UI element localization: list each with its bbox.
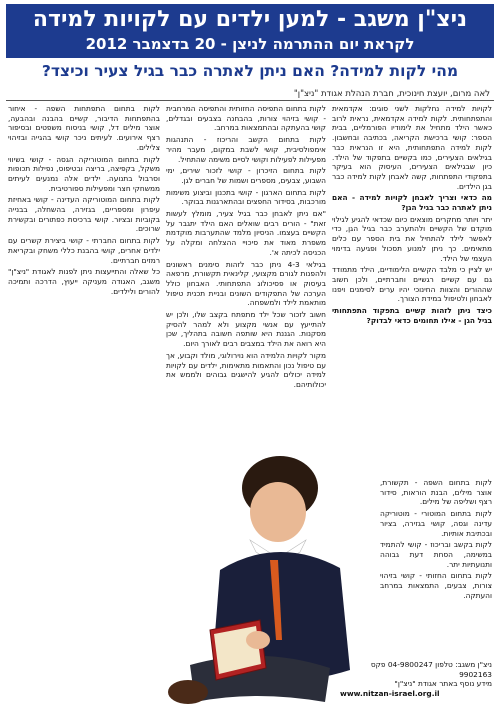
paragraph: לקות בתחום השפה - תקשורת, אוצר מילים, הבנת הוראות, סידור רצף ושליפה של מילים.: [380, 478, 492, 507]
paragraph: לקות בקשב ובריכוז - קושי להתמיד במשימה, הסחת דעת גבוהה ותנועתיות יתר.: [380, 540, 492, 569]
paragraph: לקות בתחום המוטורי - מוטוריקה עדינה וגסה, קושי בגזירה, בציור ובכתיבת אותיות.: [380, 509, 492, 538]
child-reading-photo: [150, 440, 380, 710]
article-byline: לאה מרום, יועצת חינוכית, חברת הנהלת אגודת "ניצ"ן": [293, 89, 490, 99]
child-shoe: [168, 680, 208, 704]
paragraph-heading: מה כדאי וצריך לאבחן לקויות למידה - האם ניתן לאתרה כבר בגיל הגן?: [332, 193, 492, 213]
paragraph: לקות בתחום התפיסה החזותית והתפיסה המרחבית - קושי בזיהוי צורות, בהבחנה בצבעים ובגדלים, קושי בהעתקה ובהתמצאות במרחב.: [166, 104, 326, 133]
article-column-right: [332, 104, 492, 470]
newspaper-header-banner: [6, 4, 494, 58]
paragraph: "אם ניתן לאבחן כבר בגיל צעיר, מומלץ לעשות זאת" - הורים רבים שואלים האם הילד יתגבר על הקשיים בעצמו. הניסיון מלמד שהתערבות מוקדמת משפרת מאוד את סיכויי ההצלחה ומקלה על הכניסה לכיתה א'.: [166, 209, 326, 257]
header-divider: [6, 100, 494, 101]
child-hand: [246, 631, 270, 649]
paragraph: לקות בתחום הזיכרון - קושי לזכור שירים, ימי השבוע, צבעים, מספרים ושמות של חברים לגן.: [166, 166, 326, 185]
paragraph: יש לציין כי מלבד הקשיים הלימודיים, הילד מתמודד גם עם קשיים רגשיים וחברתיים, ולכן חשוב שההורים והצוות החינוכי יהיו ערים לסימנים ויפנו לאבחון ולטיפול במידת הצורך.: [332, 265, 492, 304]
paragraph: לקות בתחום המוטוריקה העדינה - קושי באחיזת עיפרון ומספריים, בגזירה, בהשחלה, בבנייה בקוביות ובציור. קושי ברכיסת כפתורים ובקשירת שרוכים.: [8, 195, 160, 234]
paragraph: לקות בתחום החברתי - קושי ביצירת קשרים עם ילדים אחרים, קושי בהבנת כללי משחק ובקריאת רמזים חברתיים.: [8, 236, 160, 265]
paragraph: לקות בתחום החזותי - קושי בזיהוי צורות, צבעים, התמצאות במרחב והעתקה.: [380, 571, 492, 600]
paragraph: לקות בתחום המוטוריקה הגסה - קושי בשיווי משקל, בקפיצה, בריצה ובטיפוס, נפילות תכופות וסרבול בתנועה. ילדים אלה נמנעים לעיתים ממשחקי חצר ומפעילות ספורטיבית.: [8, 154, 160, 193]
website-link[interactable]: www.nitzan-israel.org.il: [340, 689, 440, 699]
paragraph: יתר ויותר מחקרים מוצאים כיום שכדאי להגיע לגילוי מוקדם של הקשיים ולהתערב כבר בגיל הגן, כדי לאפשר לילד להתחיל את בית הספר עם כלים מתאימים. כך ניתן למנוע תסכול ופגיעה בדימוי העצמי של הילד.: [332, 214, 492, 263]
paragraph-heading: כיצד ניתן לזהות קשיים בתפקוד התפתחותי בגיל הגן - אילו תחומים כדאי לבדוק?: [332, 306, 492, 325]
header-subtitle: לקראת יום ההתרמה לניצן - 20 בדצמבר 2012: [85, 35, 415, 53]
paragraph: לקות בתחום הארגון - קושי בתכנון וביצוע משימות מורכבות, בסידור החפצים ובהתארגנות בבוקר.: [166, 187, 326, 207]
paragraph: לקויות למידה נחלקות לשני סוגים: אקדמאית והתפתחותית. לקות למידה אקדמאית, נראית לרוב כאשר הילד מתחיל את לימודיו הפורמליים, בבית הספר: קושי ברכישת הקריאה, בכתיבה ובחשבון. לקות למידה התפתחותית, היא זו הנראית כבר בגילאים הצעירים, כמו בקשיים בתפקוד של הילד. כיון שבגילאים הצעירים, העיסוק הוא בעיקר בתפקודי התפתחות, קשה לאבחן לקות למידה כבר בגן הילדים.: [332, 104, 492, 191]
contact-info: ניצ"ן משגב: טלפון 04-9800247 פקס 9902163: [370, 660, 492, 679]
paragraph: חשוב לזכור שכל ילד מתפתח בקצב שלו, ולכן יש להתייעץ עם אנשי מקצוע ולא למהר להסיק מסקנות. הגננת היא שותפה חשובה בתהליך, שכן היא רואה את הילד במצבים רבים לאורך היום.: [166, 310, 326, 349]
paragraph: לקות בתחום התפתחות השפה - איחור בהתפתחות הדיבור, קשיים בהבנה ובהבעה, אוצר מילים דל, קושי בניסוח משפטים ובסיפור רצף אירועים. לעיתים ניכר קושי בהגייה ובזיהוי צלילים.: [8, 104, 160, 152]
header-title: ניצ"ן משגב - למען ילדים עם לקויות למידה: [32, 7, 468, 32]
article-column-left: [8, 104, 160, 656]
article-headline: מהי לקות למידה? האם ניתן לאתרה כבר בגיל צעיר וכיצד?: [41, 62, 459, 80]
more-info-text: מידע נוסף באתר אגודת "ניצ"ן": [394, 679, 492, 689]
paragraph: לקות בתחום הקשב והריכוז - התנהגות אימפולסיבית, קושי לשבת במקום, מעבר מהיר מפעילות לפעילות וקושי לסיים משימה שהתחיל.: [166, 135, 326, 164]
paragraph: בגילאי 4-3 ניתן כבר לזהות סימנים ראשונים ולהפנות לגורם מקצועי, קלינאית תקשורת, מרפאה בעיסוק או פסיכולוג התפתחותי. האבחון כולל הערכה של התפקודים השונים ובניית תכנית טיפול מותאמת לילד ולמשפחה.: [166, 259, 326, 308]
paragraph: כל שאלה והתייעצות ניתן לפנות לאגודת "ניצ"ן" משגב, האגודה מעניקה ייעוץ, הדרכה ותמיכה להורים ולילדים.: [8, 267, 160, 296]
paragraph: מקור לקויות הלמידה הוא נוירולוגי, מולד וקבוע, אך עם טיפול נכון והתאמות מתאימות, ילדים עם לקויות למידה יכולים להגיע להישגים גבוהים ולממש את יכולותיהם.: [166, 350, 326, 389]
child-face: [250, 482, 306, 542]
